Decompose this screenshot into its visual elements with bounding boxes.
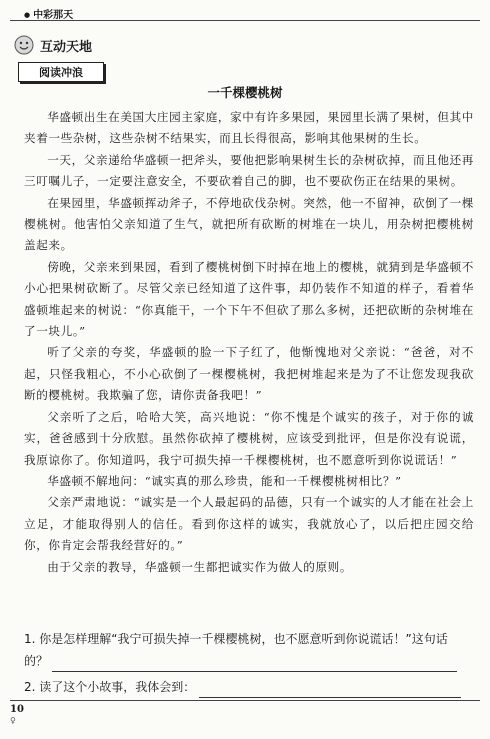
paragraph: 由于父亲的教导，华盛顿一生都把诚实作为做人的原则。 — [47, 559, 353, 574]
question-2-text: 2. 读了这个小故事，我体会到： — [24, 680, 196, 694]
answer-line-2[interactable] — [199, 681, 461, 698]
question-1-cont: 的？ — [24, 654, 49, 668]
header-rule — [10, 20, 480, 21]
section-heading — [14, 34, 92, 56]
footer-rule — [10, 700, 480, 701]
question-2 — [24, 676, 476, 698]
story-body — [24, 107, 474, 578]
reading-tag: 阅读冲浪 — [18, 62, 104, 82]
smiley-face-icon — [14, 35, 34, 55]
paragraph: 听了父亲的夸奖，华盛顿的脸一下子红了，他惭愧地对父亲说：“爸爸，对不起，只怪我粗心，不小心砍倒了一棵樱桃树，我把树堆起来是为了不让您发现我砍断的樱桃树。我欺骗了您，请你责备我吧！” — [24, 345, 474, 403]
paragraph: 父亲听了之后，哈哈大笑，高兴地说：“你不愧是个诚实的孩子，对于你的诚实，爸爸感到十分欣慰。虽然你砍掉了樱桃树，应该受到批评，但是你没有说谎，我原谅你了。你知道吗，我宁可损失掉一千棵樱桃树，也不愿意听到你说谎话！” — [24, 409, 474, 467]
question-1 — [24, 628, 476, 650]
question-1-text: 1. 你是怎样理解“我宁可损失掉一千棵樱桃树，也不愿意听到你说谎话！”这句话 — [24, 632, 448, 646]
series-label: ● 中彩那天 — [24, 6, 73, 21]
paragraph: 在果园里，华盛顿挥动斧子，不停地砍伐杂树。突然，他一不留神，砍倒了一棵樱桃树。他害怕父亲知道了生气，就把所有砍断的树堆在一块儿，用杂树把樱桃树盖起来。 — [24, 195, 474, 253]
answer-line-1[interactable] — [52, 655, 457, 672]
page-number: 10 — [10, 704, 24, 715]
question-1-answer-row — [24, 650, 476, 672]
paragraph: 父亲严肃地说：“诚实是一个人最起码的品德，只有一个诚实的人才能在社会上立足，才能取得别人的信任。看到你这样的诚实，我就放心了，以后把庄园交给你，你肯定会帮我经营好的。” — [24, 495, 474, 553]
questions — [24, 628, 476, 698]
corner-mark: ♀ — [10, 716, 16, 725]
story-title: 一千棵樱桃树 — [207, 85, 283, 100]
section-title: 互动天地 — [40, 39, 93, 55]
page-header — [10, 6, 480, 20]
paragraph: 华盛顿不解地问：“诚实真的那么珍贵，能和一千棵樱桃树相比？” — [47, 473, 402, 488]
paragraph: 一天，父亲递给华盛顿一把斧头，要他把影响果树生长的杂树砍掉，而且他还再三叮嘱儿子，一定要注意安全，不要砍着自己的脚，也不要砍伤正在结果的果树。 — [24, 152, 474, 189]
paragraph: 傍晚，父亲来到果园，看到了樱桃树倒下时掉在地上的樱桃，就猜到是华盛顿不小心把果树砍断了。尽管父亲已经知道了这件事，却仍装作不知道的样子，看着华盛顿堆起来的树说：“你真能干，一个下午不但砍了那么多树，还把砍断的杂树堆在了一块儿。” — [24, 259, 474, 339]
paragraph: 华盛顿出生在美国大庄园主家庭，家中有许多果园，果园里长满了果树，但其中夹着一些杂树，这些杂树不结果实，而且长得很高，影响其他果树的生长。 — [24, 110, 474, 146]
